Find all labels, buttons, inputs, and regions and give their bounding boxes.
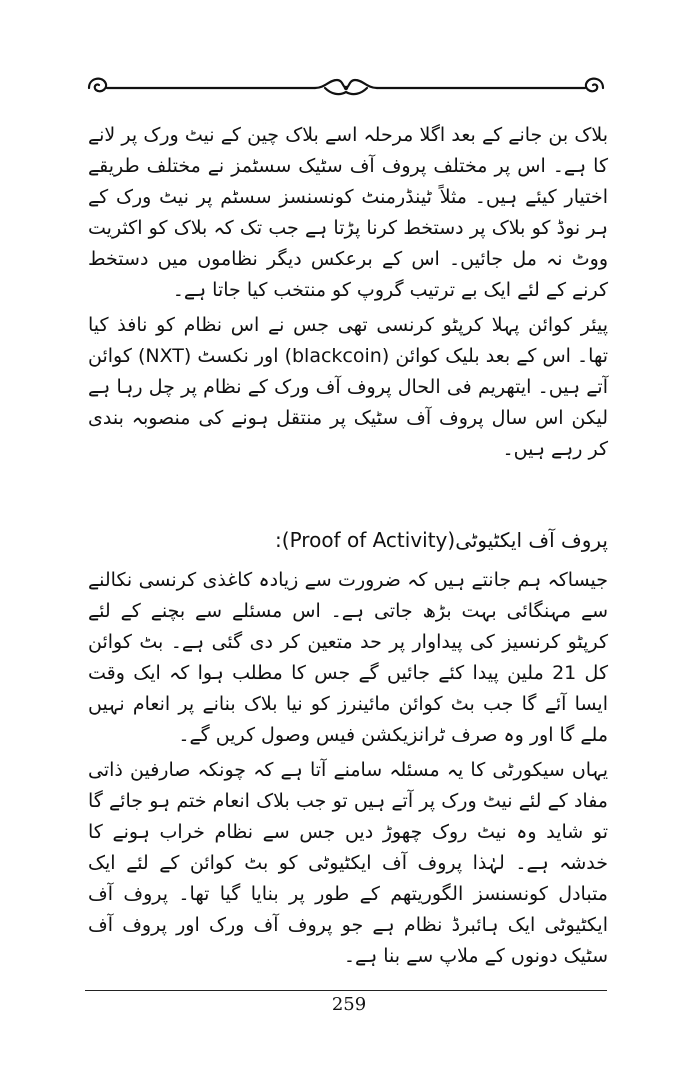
section-heading: پروف آف ایکٹیوٹی(Proof of Activity): [275,528,608,552]
paragraph-security: یہاں سیکورٹی کا یہ مسئلہ سامنے آتا ہے کہ چونکہ صارفین ذاتی مفاد کے لئے نیٹ ورک پر آتے ہیں تو جب بلاک انعام ختم ہو جائے گا تو شاید وہ نیٹ روک چھوڑ دیں جس سے نظام خراب ہونے کا خدشہ ہے۔ لہٰذا پروف آف ایکٹیوٹی کو بٹ کوائن کے لئے ایک متبادل کونسنسز الگوریتھم کے طور پر بنایا گیا تھا۔ پروف آف ایکٹیوٹی ایک ہائبرڈ نظام ہے جو پروف آف ورک اور پروف آف سٹیک دونوں کے ملاپ سے بنا ہے۔ [88,759,608,967]
page-body [88,120,608,972]
paragraph-block-intro: بلاک بن جانے کے بعد اگلا مرحلہ اسے بلاک چین کے نیٹ ورک پر لانے کا ہے۔ اس پر مختلف پروف آف سٹیک سسٹمز نے مختلف طریقے اختیار کیئے ہیں۔ مثلاً ٹینڈرمنٹ کونسنسز سسٹم پر نیٹ ورک کے ہر نوڈ کو بلاک پر دستخط کرنا پڑتا ہے جب تک کہ بلاک کو اکثریت ووٹ نہ مل جائیں۔ اس کے برعکس دیگر نظاموں میں دستخط کرنے کے لئے ایک بے ترتیب گروپ کو منتخب کیا جاتا ہے۔ [88,124,608,301]
paragraph-inflation: جیساکہ ہم جانتے ہیں کہ ضرورت سے زیادہ کاغذی کرنسی نکالنے سے مہنگائی بہت بڑھ جاتی ہے۔ اس مسئلے سے بچنے کے لئے کرپٹو کرنسیز کی پیداوار پر حد متعین کر دی گئی ہے۔ بٹ کوائن کل 21 ملین پیدا کئے جائیں گے جس کا مطلب ہوا کہ ایک وقت ایسا آئے گا جب بٹ کوائن مائینرز کو نیا بلاک بنانے پر انعام نہیں ملے گا اور وہ صرف ٹرانزیکشن فیس وصول کریں گے۔ [88,569,608,746]
page-number: 259 [331,994,367,1015]
header-ornament [85,70,607,106]
paragraph-peercoin: پیئر کوائن پہلا کرپٹو کرنسی تھی جس نے اس نظام کو نافذ کیا تھا۔ اس کے بعد بلیک کوائن (blackcoin) اور نکسٹ (NXT) کوائن آتے ہیں۔ ایتھریم فی الحال پروف آف ورک کے نظام پر چل رہا ہے لیکن اس سال پروف آف سٹیک پر منتقل ہونے کی منصوبہ بندی کر رہے ہیں۔ [88,314,608,460]
footer-rule [85,990,607,991]
